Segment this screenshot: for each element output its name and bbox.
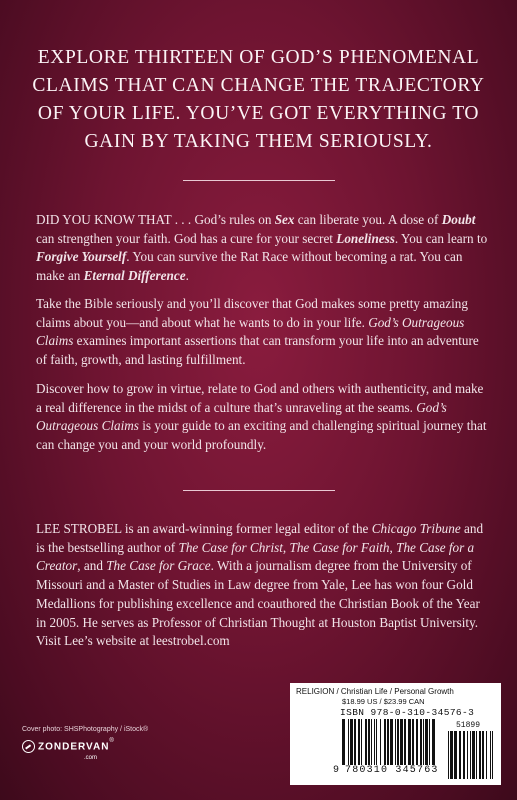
ean-bar xyxy=(384,719,386,765)
author-book-title: The Case for a Creator xyxy=(36,539,475,574)
barcode-first-digit: 9 xyxy=(333,765,340,776)
ean-bar xyxy=(423,719,424,765)
intro-text: can strengthen your faith. God has a cure for your secret xyxy=(36,230,337,246)
registered-mark: ® xyxy=(109,738,114,744)
bio-text: , and xyxy=(77,558,107,574)
ean-bar xyxy=(368,719,370,765)
ean-bar xyxy=(350,719,353,765)
book-title: God’s Outrageous Claims xyxy=(36,314,465,349)
intro-emphasis: Eternal Difference xyxy=(83,268,186,284)
price-addon-digits: 51899 xyxy=(456,721,481,730)
bio-text: . With a journalism degree from the University of Missouri and a Master of Studies in Law degree from Yale, Lee has won four Gold Medallions for publishing excellence and coauthored the Christian Book of the Year in 2005. He serves as Professor of Christian Thought at Houston Baptist University. Visit Lee’s website at leestrobel.com xyxy=(36,558,480,649)
intro-text: . You can learn to xyxy=(394,230,488,246)
intro-text: . xyxy=(185,268,189,284)
barcode-digits: 780310 345763 xyxy=(345,765,439,776)
addon-bar xyxy=(454,731,457,779)
ean-bar xyxy=(361,719,362,765)
addon-bar xyxy=(470,731,471,779)
ean-bar xyxy=(395,719,396,765)
ean-bar xyxy=(432,719,435,765)
ean-bar xyxy=(408,719,411,765)
addon-bar xyxy=(482,731,484,779)
ean-bar xyxy=(412,719,414,765)
newspaper-title: Chicago Tribune xyxy=(371,521,461,536)
zondervan-mark-icon xyxy=(22,740,35,753)
ean-bar xyxy=(342,719,345,765)
addon-bar xyxy=(459,731,461,779)
bio-text: LEE STROBEL is an award-winning former legal editor of the xyxy=(36,521,372,536)
intro-emphasis: Forgive Yourself xyxy=(36,249,127,265)
publisher-name: ZONDERVAN xyxy=(38,741,110,753)
addon-bar xyxy=(450,731,453,779)
ean-bar xyxy=(416,719,418,765)
author-book-title: The Case for Christ xyxy=(178,539,283,555)
author-book-title: The Case for Grace xyxy=(106,558,211,574)
intro-emphasis: Loneliness xyxy=(336,230,395,246)
price: $18.99 US / $23.99 CAN xyxy=(342,697,425,706)
addon-bar xyxy=(492,731,493,779)
publisher-suffix: .com xyxy=(84,755,98,761)
author-book-title: The Case for Faith xyxy=(289,539,390,555)
ean-bar xyxy=(358,719,360,765)
intro-emphasis: Doubt xyxy=(441,212,476,227)
addon-bar xyxy=(490,731,491,779)
invitation-text: is your guide to an exciting and challenging spiritual journey that can change you and your world profoundly. xyxy=(36,418,487,453)
ean-bar xyxy=(420,719,422,765)
addon-bar xyxy=(486,731,487,779)
bio-text: and is the bestselling author of xyxy=(36,521,484,555)
ean-bar xyxy=(390,719,393,765)
invitation-text: Discover how to grow in virtue, relate to God and others with authenticity, and make a real difference in the midst of a culture that’s unraveling at the seams. xyxy=(36,381,484,415)
author-bio xyxy=(36,520,488,651)
invitation-paragraph xyxy=(36,380,488,455)
addon-bar xyxy=(479,731,481,779)
ean-bar xyxy=(400,719,403,765)
description-text: examines important assertions that can transform your life into an adventure of faith, growth, and lasting fulfillment. xyxy=(36,333,479,368)
ean-bar xyxy=(374,719,375,765)
ean-bar xyxy=(387,719,389,765)
intro-emphasis: Sex xyxy=(274,212,295,227)
intro-text: DID YOU KNOW THAT . . . God’s rules on xyxy=(36,212,275,227)
bio-text: , xyxy=(389,539,397,555)
addon-bar xyxy=(448,731,449,779)
ean-bar xyxy=(397,719,399,765)
intro-text: . You can survive the Rat Race without becoming a rat. You can make an xyxy=(36,249,463,284)
addon-bar xyxy=(476,731,477,779)
description-paragraph xyxy=(36,295,488,370)
bisac-category: RELIGION / Christian Life / Personal Growth xyxy=(296,687,454,696)
intro-text: can liberate you. A dose of xyxy=(294,212,442,227)
barcode-panel xyxy=(290,683,501,785)
ean-bar xyxy=(376,719,377,765)
ean-bar xyxy=(354,719,356,765)
addon-bar xyxy=(472,731,475,779)
ean-bar xyxy=(365,719,367,765)
bio-text: , xyxy=(282,539,290,555)
ean-bar xyxy=(429,719,430,765)
isbn-text: ISBN 978-0-310-34576-3 xyxy=(340,707,475,718)
divider-bottom xyxy=(183,490,335,491)
book-title: God’s Outrageous Claims xyxy=(36,399,447,434)
ean-bar xyxy=(371,719,372,765)
ean-bar xyxy=(425,719,428,765)
publisher-logo xyxy=(22,738,114,761)
ean-bar xyxy=(404,719,406,765)
intro-paragraph xyxy=(36,211,488,286)
cover-photo-credit: Cover photo: SHSPhotography / iStock® xyxy=(22,726,149,733)
addon-bar xyxy=(467,731,468,779)
addon-bar xyxy=(463,731,465,779)
headline: EXPLORE THIRTEEN OF GOD’S PHENOMENAL CLAIMS THAT CAN CHANGE THE TRAJECTORY OF YOUR LIFE. YOU’VE GOT EVERYTHING TO GAIN BY TAKING THEM SERIOUSLY. xyxy=(32,47,485,152)
description-text: Take the Bible seriously and you’ll discover that God makes some pretty amazing claims about you—and about what he wants to do in your life. xyxy=(36,296,468,330)
ean-bar xyxy=(380,719,381,765)
ean-bar xyxy=(348,719,349,765)
divider-top xyxy=(183,180,335,181)
